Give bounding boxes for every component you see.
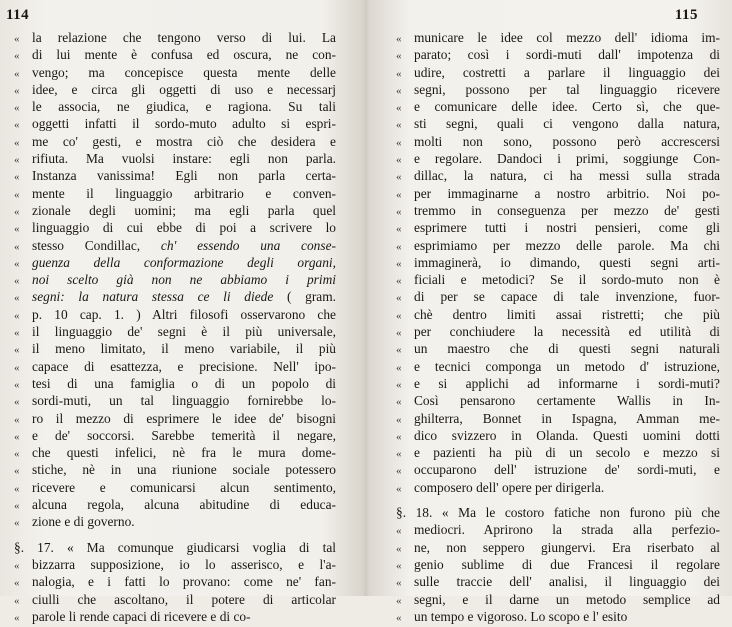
line-text: il meno limitato, il meno variabile, il più — [32, 341, 336, 357]
line-text: rifiuta. Ma vuolsi instare: egli non parla. — [32, 151, 336, 167]
quote-mark: « — [396, 205, 402, 218]
text-line — [14, 392, 336, 409]
quote-mark: « — [14, 517, 20, 530]
line-text: ciulli che ascoltano, il potere di articolar — [32, 591, 336, 607]
quote-mark: « — [14, 361, 20, 374]
line-text: e regolare. Dandoci i primi, soggiunge Con- — [414, 151, 720, 167]
text-line — [396, 608, 720, 625]
text-line — [14, 237, 336, 254]
text-line — [396, 115, 720, 132]
text-line — [396, 323, 720, 340]
line-text: ghilterra, Bonnet in Ispagna, Amman me- — [414, 410, 720, 426]
quote-mark: « — [396, 396, 402, 409]
line-text: Instanza vanissima! Egli non parla certa- — [32, 168, 336, 184]
text-line — [396, 410, 720, 427]
line-text: stiche, nè in una riunione sociale potessero — [32, 462, 336, 478]
line-text: p. 10 cap. 1. ) Altri filosofi osservarono che — [32, 306, 336, 322]
quote-mark: « — [396, 50, 402, 63]
text-line — [14, 133, 336, 150]
line-text: di per se capace di tale invenzione, fuor- — [414, 289, 720, 305]
text-line — [396, 81, 720, 98]
line-text: un tempo e vigoroso. Lo scopo e l' esito — [414, 608, 628, 624]
text-line — [14, 479, 336, 496]
text-line — [396, 46, 720, 63]
line-text: nalogia, e i fatti lo provano: come ne' fan- — [32, 574, 336, 590]
text-line — [396, 29, 720, 46]
quote-mark: « — [396, 188, 402, 201]
text-line — [14, 46, 336, 63]
line-text: ro il mezzo di esprimere le idee de' bisogni — [32, 410, 336, 426]
quote-mark: « — [14, 577, 20, 590]
text-line — [396, 64, 720, 81]
line-text: ficiali e metodici? Se il sordo-muto non è — [414, 272, 720, 288]
line-text: me co' gesti, e mostra ciò che desidera e — [32, 133, 336, 149]
line-text: sordi-muti, un tal linguaggio fornirebbe lo- — [32, 393, 336, 409]
text-line — [396, 237, 720, 254]
text-line — [14, 461, 336, 478]
quote-mark: « — [396, 344, 402, 357]
quote-mark: « — [14, 33, 20, 45]
line-text: segni: la natura stessa ce li diede ( gram. — [32, 289, 336, 305]
quote-mark: « — [396, 559, 402, 572]
quote-mark: « — [396, 482, 402, 495]
line-text: e tecnici componga un metodo d' istruzione, — [414, 358, 720, 374]
quote-mark: « — [14, 559, 20, 572]
line-text: chè dentro limiti assai ristretti; che più — [414, 306, 720, 322]
line-text: segni, e il darne un metodo semplice ad — [414, 591, 720, 607]
line-text: il linguaggio de' segni è il più universale, — [32, 324, 336, 340]
text-line — [14, 167, 336, 184]
line-text: dillac, la natura, ci ha messi sulla strada — [414, 168, 720, 184]
quote-mark: « — [396, 223, 402, 236]
text-line — [14, 444, 336, 461]
line-text: e comunicare delle idee. Certo sì, che que- — [414, 99, 720, 115]
quote-mark: « — [396, 171, 402, 184]
page-number-right: 115 — [674, 7, 698, 23]
line-text: molti non sono, possono però accrescersi — [414, 133, 720, 149]
text-line — [396, 556, 720, 573]
text-line — [396, 133, 720, 150]
line-text: vengo; ma concepisce questa mente delle — [32, 64, 336, 80]
quote-mark: « — [14, 465, 20, 478]
quote-mark: « — [14, 448, 20, 461]
quote-mark: « — [14, 223, 20, 236]
text-line — [396, 150, 720, 167]
line-text: e de' soccorsi. Sarebbe temerità il negare, — [32, 427, 336, 443]
quote-mark: « — [14, 84, 20, 97]
quote-mark: « — [396, 577, 402, 590]
line-text: per immaginarne a nostro arbitrio. Noi po- — [414, 185, 720, 201]
text-line — [396, 444, 720, 461]
quote-mark: « — [14, 205, 20, 218]
line-text: ricevere e comunicarsi alcun sentimento, — [32, 479, 336, 495]
quote-mark: « — [14, 292, 20, 305]
quote-mark: « — [396, 309, 402, 322]
line-text: mediocri. Aprirono la strada alla perfezio- — [414, 522, 720, 538]
quote-mark: « — [14, 50, 20, 63]
line-text: stesso Condillac, ch' essendo una conse- — [32, 237, 336, 253]
text-line — [14, 185, 336, 202]
text-line — [396, 202, 720, 219]
quote-mark: « — [14, 413, 20, 426]
text-line — [14, 306, 336, 323]
text-line — [14, 513, 336, 530]
line-text: le associa, ne giudica, e ragiona. Su tali — [32, 99, 336, 115]
quote-mark: « — [14, 500, 20, 513]
text-line — [396, 288, 720, 305]
quote-mark: « — [14, 275, 20, 288]
italic-quotation: ch' essendo una conse- — [160, 237, 336, 253]
quote-mark: « — [14, 611, 20, 624]
quote-mark: « — [14, 136, 20, 149]
quote-mark: « — [396, 361, 402, 374]
line-text: §. 18. « Ma le costoro fatiche non furono più che — [396, 505, 720, 521]
quote-mark: « — [14, 309, 20, 322]
quote-mark: « — [14, 378, 20, 391]
text-line — [14, 202, 336, 219]
quote-mark: « — [396, 136, 402, 149]
quote-mark: « — [14, 430, 20, 443]
quote-mark: « — [396, 327, 402, 340]
line-text: tremmo in conseguenza per mezzo de' gesti — [414, 202, 720, 218]
text-line — [14, 323, 336, 340]
quote-mark: « — [396, 465, 402, 478]
line-text: mente il linguaggio arbitrario e conven- — [32, 185, 336, 201]
text-line — [14, 64, 336, 81]
text-line — [14, 340, 336, 357]
text-line — [14, 591, 336, 608]
text-line — [14, 98, 336, 115]
line-text: e pazienti ha più di un secolo e mezzo si — [414, 445, 720, 461]
quote-mark: « — [14, 327, 20, 340]
text-line — [396, 98, 720, 115]
line-text: parole li rende capaci di ricevere e di co- — [32, 608, 251, 624]
line-text: per conchiudere la necessità ed utilità di — [414, 324, 720, 340]
line-text: segni, possono per tal linguaggio ricevere — [414, 81, 720, 97]
text-line — [396, 375, 720, 392]
quote-mark: « — [14, 344, 20, 357]
right-page-text — [396, 29, 720, 625]
line-text: ne, non seppero giungervi. Era riserbato al — [414, 539, 720, 555]
text-line — [14, 219, 336, 236]
line-text: sti segni, quali ci vengono dalla natura, — [414, 116, 720, 132]
text-line — [14, 496, 336, 513]
quote-mark: « — [14, 171, 20, 184]
text-line — [396, 573, 720, 590]
text-line — [396, 219, 720, 236]
text-line — [396, 591, 720, 608]
quote-mark: « — [396, 275, 402, 288]
text-line — [396, 340, 720, 357]
line-text: zione e di governo. — [32, 514, 135, 530]
text-line — [14, 29, 336, 46]
text-line — [396, 539, 720, 556]
text-line — [14, 254, 336, 271]
text-line — [14, 608, 336, 625]
text-line — [396, 271, 720, 288]
line-text: di lui mente è confusa ed oscura, ne con- — [32, 47, 336, 63]
left-page — [0, 0, 366, 624]
line-text: capace di esattezza, e precisione. Nell' ipo- — [32, 358, 336, 374]
text-line — [14, 358, 336, 375]
line-text: bizzarra supposizione, io lo asserisco, e l'a- — [32, 556, 336, 572]
quote-mark: « — [396, 240, 402, 253]
text-line — [14, 271, 336, 288]
quote-mark: « — [14, 119, 20, 132]
text-line — [14, 288, 336, 305]
text-line — [14, 150, 336, 167]
line-text: che questi infelici, nè fra le mura dome- — [32, 445, 336, 461]
line-text: composero dell' opere per dirigerla. — [414, 479, 605, 495]
quote-mark: « — [396, 378, 402, 391]
quote-mark: « — [396, 119, 402, 132]
text-line — [14, 427, 336, 444]
line-text: occuparono dell' istruzione de' sordi-muti, e — [414, 462, 720, 478]
quote-mark: « — [396, 413, 402, 426]
quote-mark: « — [14, 67, 20, 80]
line-text: e si applichi ad informarne i sordi-muti? — [414, 375, 720, 391]
quote-mark: « — [14, 154, 20, 167]
text-line — [396, 185, 720, 202]
line-text: Così pensarono certamente Wallis in In- — [414, 393, 720, 409]
quote-mark: « — [396, 430, 402, 443]
quote-mark: « — [396, 542, 402, 555]
line-text: alcuna regola, alcuna abitudine di educa- — [32, 497, 336, 513]
quote-mark: « — [396, 102, 402, 115]
quote-mark: « — [396, 154, 402, 167]
italic-quotation: segni: la natura stessa ce li diede — [32, 289, 274, 305]
text-line — [396, 461, 720, 478]
left-page-text — [14, 29, 336, 625]
line-text: tesi di una famiglia o di un popolo di — [32, 375, 336, 391]
line-text: municare le idee col mezzo dell' idioma im- — [414, 30, 720, 45]
text-line — [14, 573, 336, 590]
text-line — [14, 81, 336, 98]
text-line — [14, 410, 336, 427]
line-text: sulle traccie dell' analisi, il linguaggio dei — [414, 574, 720, 590]
line-text: udire, costretti a parlare il linguaggio dei — [414, 64, 720, 80]
quote-mark: « — [396, 292, 402, 305]
text-line — [396, 167, 720, 184]
line-text: zionale degli uomini; ma egli parla quel — [32, 202, 336, 218]
quote-mark: « — [396, 611, 402, 624]
line-text: esprimere tutti i nostri pensieri, come gli — [414, 220, 720, 236]
quote-mark: « — [14, 240, 20, 253]
line-text: dico svizzero in Olanda. Questi uomini dotti — [414, 427, 720, 443]
right-page — [366, 0, 732, 624]
quote-mark: « — [14, 188, 20, 201]
text-line — [14, 556, 336, 573]
text-line — [396, 427, 720, 444]
line-text: un maestro che di questi segni naturali — [414, 341, 720, 357]
line-text: guenza della conformazione degli organi, — [32, 254, 336, 270]
text-line — [396, 306, 720, 323]
text-line — [396, 504, 720, 521]
line-text: esprimiamo per mezzo delle parole. Ma chi — [414, 237, 720, 253]
text-line — [14, 115, 336, 132]
line-text: immaginerà, io dimando, questi segni arti- — [414, 254, 720, 270]
line-text: genio sublime di due Francesi il regolare — [414, 556, 720, 572]
quote-mark: « — [396, 257, 402, 270]
line-text: §. 17. « Ma comunque giudicarsi voglia di tal — [14, 539, 336, 555]
text-line — [396, 254, 720, 271]
quote-mark: « — [396, 448, 402, 461]
text-line — [14, 375, 336, 392]
page-number-left: 114 — [6, 7, 30, 23]
text-line — [396, 479, 720, 496]
quote-mark: « — [14, 396, 20, 409]
quote-mark: « — [14, 594, 20, 607]
line-text: linguaggio di cui ebbe di poi a scrivere lo — [32, 220, 336, 236]
quote-mark: « — [396, 67, 402, 80]
text-line — [396, 392, 720, 409]
line-text: oggetti infatti il sordo-muto adulto si espri- — [32, 116, 336, 132]
quote-mark: « — [14, 482, 20, 495]
quote-mark: « — [396, 594, 402, 607]
line-text: la relazione che tengono verso di lui. La — [32, 30, 336, 45]
line-text: noi scelto già non ne abbiamo i primi — [32, 272, 336, 288]
quote-mark: « — [396, 33, 402, 45]
quote-mark: « — [396, 525, 402, 538]
quote-mark: « — [14, 257, 20, 270]
quote-mark: « — [14, 102, 20, 115]
text-line — [396, 521, 720, 538]
quote-mark: « — [396, 84, 402, 97]
text-line — [14, 539, 336, 556]
line-text: parato; così i sordi-muti dall' impotenza di — [414, 47, 720, 63]
line-text: idee, e circa gli oggetti di uso e necessarj — [32, 81, 336, 97]
text-line — [396, 358, 720, 375]
